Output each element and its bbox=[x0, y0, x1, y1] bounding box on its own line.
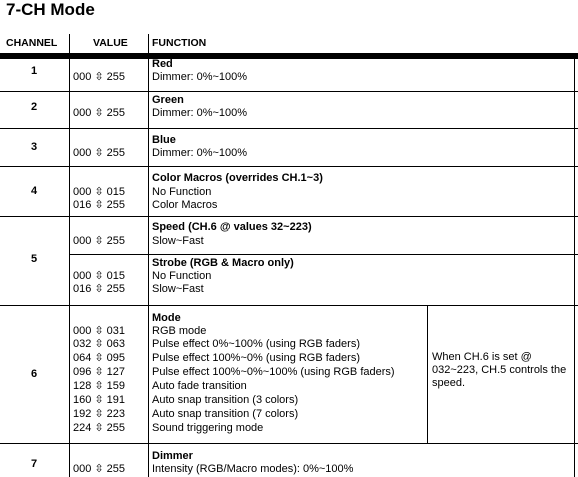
value-range: 192 ⇳ 223 bbox=[73, 408, 126, 420]
value-range: 000 ⇳ 255 bbox=[73, 147, 126, 159]
value-range: 160 ⇳ 191 bbox=[73, 394, 126, 406]
function-desc: Auto snap transition (7 colors) bbox=[152, 408, 299, 420]
channel-number: 7 bbox=[30, 458, 38, 470]
function-desc: Sound triggering mode bbox=[152, 422, 264, 434]
function-desc: RGB mode bbox=[152, 325, 207, 337]
row-separator bbox=[0, 443, 578, 444]
row-separator bbox=[0, 216, 578, 217]
function-title: Strobe (RGB & Macro only) bbox=[152, 257, 294, 269]
function-desc: Pulse effect 100%~0%~100% (using RGB faders) bbox=[152, 366, 395, 378]
function-desc: Slow~Fast bbox=[152, 235, 204, 247]
channel-number: 5 bbox=[30, 253, 38, 265]
function-desc: Intensity (RGB/Macro modes): 0%~100% bbox=[152, 463, 354, 475]
function-desc: Color Macros bbox=[152, 199, 218, 211]
header-function bbox=[152, 37, 206, 49]
channel-number: 4 bbox=[30, 185, 38, 197]
value-range: 128 ⇳ 159 bbox=[73, 380, 126, 392]
function-desc: Auto snap transition (3 colors) bbox=[152, 394, 299, 406]
row-separator bbox=[0, 128, 578, 129]
function-title: Mode bbox=[152, 312, 181, 324]
value-range: 016 ⇳ 255 bbox=[73, 199, 126, 211]
value-range: 064 ⇳ 095 bbox=[73, 352, 126, 364]
row-separator bbox=[0, 166, 578, 167]
header-value bbox=[93, 37, 128, 49]
channel-number: 3 bbox=[30, 141, 38, 153]
function-title: Speed (CH.6 @ values 32~223) bbox=[152, 221, 312, 233]
note-separator bbox=[427, 305, 428, 443]
function-title: Red bbox=[152, 58, 173, 70]
row-separator bbox=[0, 305, 578, 306]
value-range: 000 ⇳ 015 bbox=[73, 270, 126, 282]
value-range: 000 ⇳ 255 bbox=[73, 235, 126, 247]
value-range: 000 ⇳ 255 bbox=[73, 71, 126, 83]
col-separator bbox=[148, 34, 149, 477]
header-channel bbox=[6, 37, 57, 49]
function-title: Blue bbox=[152, 134, 176, 146]
function-desc: Slow~Fast bbox=[152, 283, 204, 295]
function-desc: Dimmer: 0%~100% bbox=[152, 107, 248, 119]
value-range: 000 ⇳ 031 bbox=[73, 325, 126, 337]
function-title: Green bbox=[152, 94, 184, 106]
function-desc: Pulse effect 100%~0% (using RGB faders) bbox=[152, 352, 360, 364]
value-range: 016 ⇳ 255 bbox=[73, 283, 126, 295]
header-function-label: FUNCTION bbox=[152, 37, 207, 49]
row-separator bbox=[0, 91, 578, 92]
value-range: 032 ⇳ 063 bbox=[73, 338, 126, 350]
page-title: 7-CH Mode bbox=[6, 0, 95, 19]
col-separator bbox=[69, 34, 70, 477]
function-desc: Dimmer: 0%~100% bbox=[152, 147, 248, 159]
channel-number: 1 bbox=[30, 65, 38, 77]
function-desc: No Function bbox=[152, 270, 212, 282]
function-desc: Pulse effect 0%~100% (using RGB faders) bbox=[152, 338, 360, 350]
header-rule bbox=[0, 53, 578, 59]
row-separator bbox=[70, 254, 578, 255]
function-desc: Dimmer: 0%~100% bbox=[152, 71, 248, 83]
function-desc: Auto fade transition bbox=[152, 380, 247, 392]
table-right-border bbox=[574, 59, 575, 477]
header-channel-label: CHANNEL bbox=[6, 37, 58, 49]
channel-note: When CH.6 is set @ 032~223, CH.5 controls the speed. bbox=[432, 351, 567, 389]
channel-number: 2 bbox=[30, 101, 38, 113]
value-range: 000 ⇳ 255 bbox=[73, 463, 126, 475]
function-title: Color Macros (overrides CH.1~3) bbox=[152, 172, 323, 184]
function-desc: No Function bbox=[152, 186, 212, 198]
channel-number: 6 bbox=[30, 368, 38, 380]
function-title: Dimmer bbox=[152, 450, 193, 462]
value-range: 224 ⇳ 255 bbox=[73, 422, 126, 434]
header-value-label: VALUE bbox=[93, 37, 128, 49]
value-range: 000 ⇳ 255 bbox=[73, 107, 126, 119]
value-range: 096 ⇳ 127 bbox=[73, 366, 126, 378]
value-range: 000 ⇳ 015 bbox=[73, 186, 126, 198]
